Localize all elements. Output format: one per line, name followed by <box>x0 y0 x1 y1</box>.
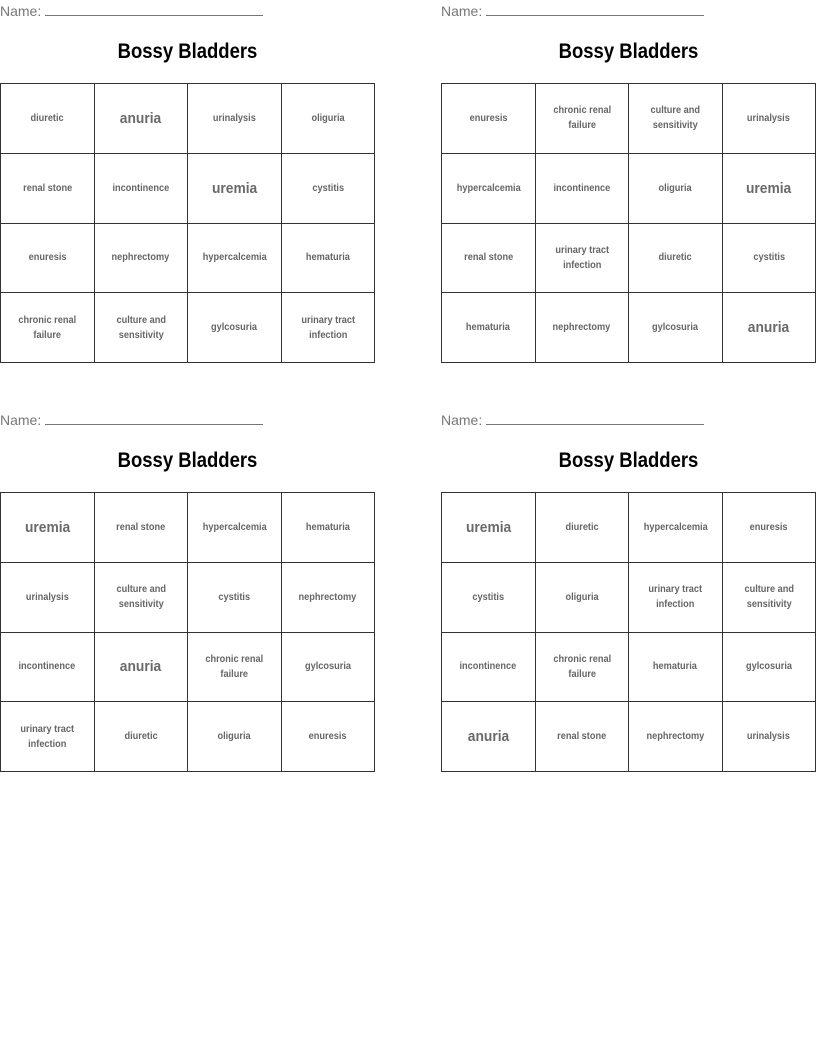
bingo-cell-term: diuretic <box>565 521 599 533</box>
bingo-cell-term: uremia <box>746 179 792 197</box>
bingo-cell-term: nephrectomy <box>552 322 611 334</box>
bingo-cell[interactable] <box>536 293 630 363</box>
bingo-cell[interactable] <box>629 293 723 363</box>
bingo-cell-term: chronic renal failure <box>18 314 77 341</box>
bingo-cell-term: culture and sensitivity <box>650 105 701 132</box>
name-blank-line[interactable] <box>45 2 263 16</box>
bingo-cell-term: oliguria <box>311 112 345 124</box>
bingo-cell-term: hypercalcemia <box>643 521 708 533</box>
bingo-cell-term: incontinence <box>18 661 76 673</box>
bingo-cell-term: urinalysis <box>212 112 256 124</box>
bingo-cell-term: uremia <box>465 518 511 536</box>
bingo-cell[interactable] <box>629 224 723 294</box>
bingo-card-1 <box>0 0 375 365</box>
bingo-cell-term: oliguria <box>217 731 251 743</box>
bingo-cell-term: renal stone <box>557 731 607 743</box>
bingo-cell-term: chronic renal failure <box>552 653 611 680</box>
bingo-cell[interactable] <box>1 293 95 363</box>
card-title: Bossy Bladders <box>117 449 258 472</box>
bingo-cell[interactable] <box>188 702 282 772</box>
bingo-cell[interactable] <box>723 293 816 363</box>
bingo-cell-term: urinary tract infection <box>554 244 609 271</box>
bingo-cell[interactable] <box>536 154 630 224</box>
bingo-cell[interactable] <box>442 154 536 224</box>
bingo-cell[interactable] <box>442 224 536 294</box>
bingo-cell[interactable] <box>536 563 630 633</box>
bingo-cell-term: urinalysis <box>747 731 791 743</box>
bingo-cell[interactable] <box>282 154 376 224</box>
bingo-cell-term: cystitis <box>218 591 251 603</box>
bingo-cell[interactable] <box>442 633 536 703</box>
bingo-cell[interactable] <box>95 563 189 633</box>
bingo-cell[interactable] <box>629 563 723 633</box>
bingo-cell-term: incontinence <box>112 182 170 194</box>
bingo-cell[interactable] <box>95 633 189 703</box>
bingo-cell[interactable] <box>629 84 723 154</box>
bingo-cell[interactable] <box>723 224 816 294</box>
bingo-cell[interactable] <box>723 493 816 563</box>
bingo-cell[interactable] <box>188 224 282 294</box>
bingo-cell[interactable] <box>188 493 282 563</box>
name-field[interactable] <box>0 2 265 20</box>
bingo-cell-term: diuretic <box>658 252 692 264</box>
bingo-cell-term: incontinence <box>459 661 517 673</box>
bingo-card-4 <box>441 409 816 774</box>
bingo-cell-term: chronic renal failure <box>552 105 611 132</box>
bingo-cell-term: enuresis <box>28 252 67 264</box>
bingo-cell[interactable] <box>536 224 630 294</box>
bingo-cell-term: cystitis <box>752 252 785 264</box>
bingo-cell-term: enuresis <box>749 521 788 533</box>
bingo-card-2 <box>441 0 816 365</box>
bingo-cell-term: hematuria <box>305 252 350 264</box>
bingo-cell[interactable] <box>282 293 376 363</box>
bingo-cell[interactable] <box>442 493 536 563</box>
card-title: Bossy Bladders <box>117 40 258 63</box>
bingo-cell-term: cystitis <box>472 591 505 603</box>
bingo-cell-term: chronic renal failure <box>205 653 264 680</box>
bingo-cell[interactable] <box>442 563 536 633</box>
bingo-cell[interactable] <box>629 493 723 563</box>
bingo-cell-term: renal stone <box>116 521 166 533</box>
bingo-cell-term: gylcosuria <box>745 661 792 673</box>
bingo-cell[interactable] <box>188 633 282 703</box>
bingo-cell[interactable] <box>95 493 189 563</box>
bingo-cell-term: culture and sensitivity <box>743 584 794 611</box>
bingo-cell-term: nephrectomy <box>298 591 357 603</box>
bingo-cell-term: anuria <box>120 658 162 676</box>
bingo-cell[interactable] <box>282 224 376 294</box>
bingo-cell-term: hematuria <box>653 661 698 673</box>
bingo-cell-term: anuria <box>120 109 162 127</box>
bingo-cell-term: nephrectomy <box>111 252 170 264</box>
bingo-cell-term: diuretic <box>124 731 158 743</box>
bingo-cell-term: culture and sensitivity <box>115 584 166 611</box>
bingo-cell[interactable] <box>629 633 723 703</box>
bingo-cell[interactable] <box>1 493 95 563</box>
bingo-cell[interactable] <box>1 154 95 224</box>
bingo-cell[interactable] <box>723 563 816 633</box>
bingo-cell[interactable] <box>282 84 376 154</box>
bingo-grid <box>441 83 816 363</box>
bingo-cell-term: gylcosuria <box>304 661 351 673</box>
bingo-cell[interactable] <box>536 633 630 703</box>
bingo-cell-term: oliguria <box>658 182 692 194</box>
bingo-cell-term: hypercalcemia <box>202 521 267 533</box>
name-label: Name: <box>0 3 42 19</box>
name-blank-line[interactable] <box>486 411 704 425</box>
bingo-cell[interactable] <box>723 702 816 772</box>
bingo-cell-term: urinary tract infection <box>20 723 75 750</box>
bingo-cell[interactable] <box>536 84 630 154</box>
bingo-cell[interactable] <box>1 633 95 703</box>
bingo-cell-term: anuria <box>748 319 790 337</box>
bingo-cell-term: hematuria <box>305 521 350 533</box>
bingo-cell-term: urinary tract infection <box>648 584 703 611</box>
bingo-cell-term: gylcosuria <box>652 322 699 334</box>
bingo-cell-term: oliguria <box>565 591 599 603</box>
name-blank-line[interactable] <box>486 2 704 16</box>
bingo-cell-term: hypercalcemia <box>202 252 267 264</box>
bingo-cell-term: renal stone <box>463 252 513 264</box>
bingo-cell-term: urinalysis <box>747 112 791 124</box>
name-label: Name: <box>441 3 483 19</box>
bingo-cell-term: culture and sensitivity <box>115 314 166 341</box>
bingo-cell-term: enuresis <box>469 112 508 124</box>
bingo-cell-term: anuria <box>467 728 509 746</box>
bingo-cell[interactable] <box>442 293 536 363</box>
bingo-cell[interactable] <box>282 633 376 703</box>
bingo-cell-term: diuretic <box>30 112 64 124</box>
name-label: Name: <box>0 412 42 428</box>
bingo-cell[interactable] <box>723 633 816 703</box>
bingo-cell[interactable] <box>1 702 95 772</box>
bingo-cell-term: hematuria <box>466 322 511 334</box>
bingo-cell[interactable] <box>282 563 376 633</box>
name-field[interactable] <box>441 411 706 429</box>
card-title: Bossy Bladders <box>558 40 699 63</box>
bingo-cell[interactable] <box>536 702 630 772</box>
bingo-cell[interactable] <box>188 84 282 154</box>
bingo-cell[interactable] <box>442 84 536 154</box>
bingo-cell-term: incontinence <box>553 182 611 194</box>
bingo-cell-term: nephrectomy <box>646 731 705 743</box>
bingo-cell[interactable] <box>1 84 95 154</box>
bingo-cell-term: cystitis <box>311 182 344 194</box>
bingo-cell-term: renal stone <box>22 182 72 194</box>
bingo-cell[interactable] <box>1 224 95 294</box>
bingo-cell-term: urinalysis <box>25 591 69 603</box>
bingo-cell[interactable] <box>95 702 189 772</box>
bingo-cell[interactable] <box>629 702 723 772</box>
bingo-cell-term: enuresis <box>308 731 347 743</box>
bingo-cell[interactable] <box>282 702 376 772</box>
bingo-cell[interactable] <box>1 563 95 633</box>
bingo-cell[interactable] <box>95 154 189 224</box>
bingo-cell[interactable] <box>188 563 282 633</box>
bingo-cell-term: uremia <box>24 518 70 536</box>
bingo-cell-term: gylcosuria <box>211 322 258 334</box>
bingo-cell[interactable] <box>95 293 189 363</box>
bingo-card-3 <box>0 409 375 774</box>
name-blank-line[interactable] <box>45 411 263 425</box>
bingo-cell[interactable] <box>629 154 723 224</box>
bingo-cell[interactable] <box>188 154 282 224</box>
bingo-cell-term: uremia <box>211 179 257 197</box>
name-field[interactable] <box>441 2 706 20</box>
bingo-cell[interactable] <box>188 293 282 363</box>
bingo-cell-term: hypercalcemia <box>456 182 521 194</box>
bingo-cell[interactable] <box>282 493 376 563</box>
bingo-cell[interactable] <box>442 702 536 772</box>
bingo-cell[interactable] <box>95 224 189 294</box>
bingo-cell-term: urinary tract infection <box>300 314 355 341</box>
name-field[interactable] <box>0 411 265 429</box>
bingo-cell[interactable] <box>536 493 630 563</box>
card-title: Bossy Bladders <box>558 449 699 472</box>
bingo-grid <box>441 492 816 772</box>
name-label: Name: <box>441 412 483 428</box>
bingo-grid <box>0 83 375 363</box>
bingo-cell[interactable] <box>95 84 189 154</box>
bingo-grid <box>0 492 375 772</box>
bingo-cell[interactable] <box>723 154 816 224</box>
bingo-cell[interactable] <box>723 84 816 154</box>
